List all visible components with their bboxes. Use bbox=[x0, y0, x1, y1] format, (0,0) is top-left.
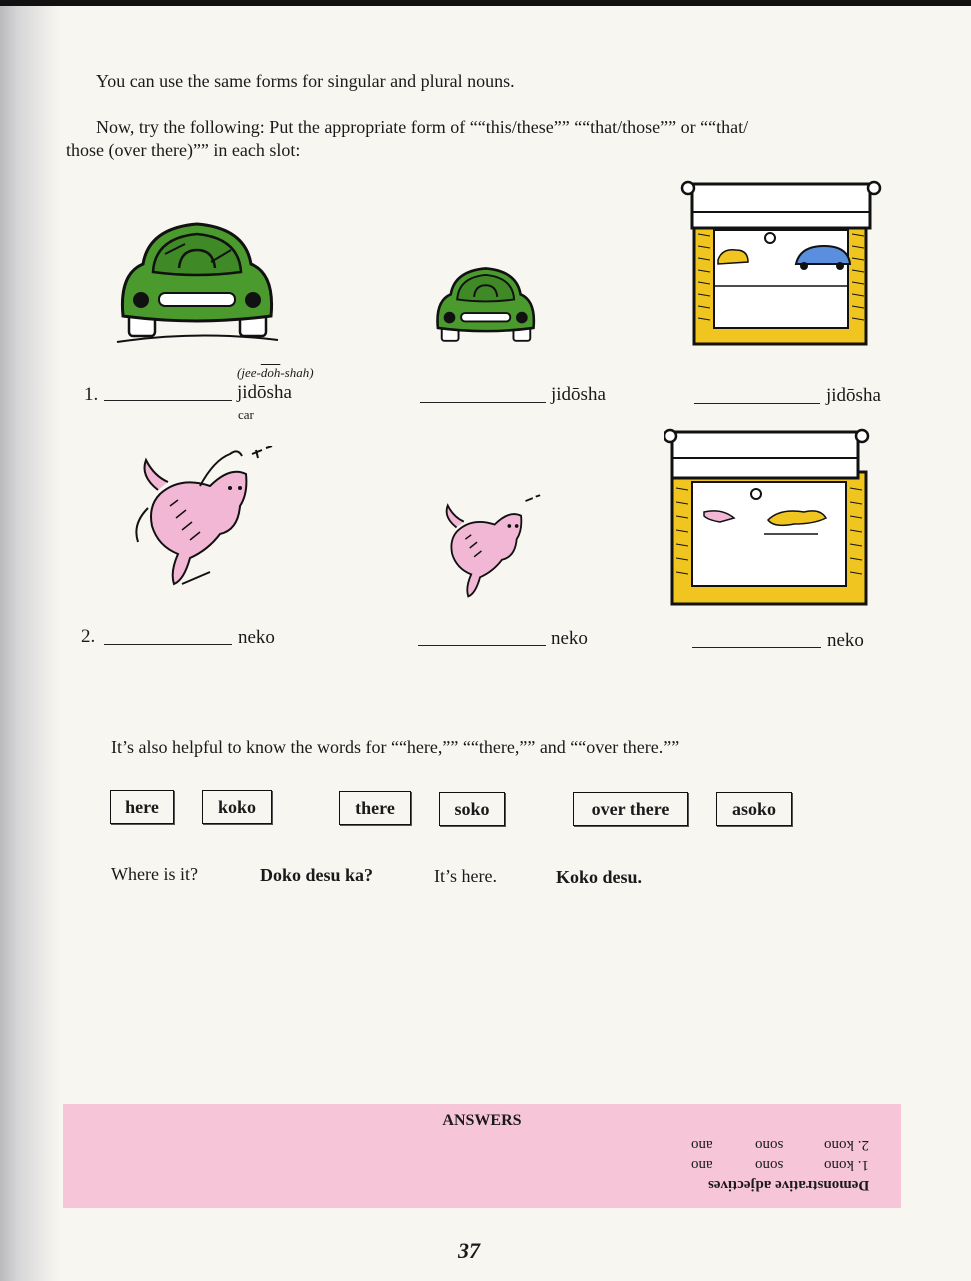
pronunciation-jidosha: $(jee-\overline{doh}-shah)$ bbox=[237, 365, 314, 380]
exercise-2-number: 2. bbox=[81, 626, 96, 647]
vocab-box-over-there: over there bbox=[573, 792, 688, 826]
exercise-1-blank-this[interactable] bbox=[104, 399, 232, 401]
answer-english: It’s here. bbox=[434, 866, 497, 886]
answers-title: ANSWERS bbox=[442, 1112, 522, 1129]
answers-row1-col3: ano bbox=[691, 1157, 713, 1173]
exercise-2-blank-this[interactable] bbox=[104, 643, 232, 645]
answers-row2-col2: sono bbox=[754, 1137, 783, 1153]
large-cat-illustration bbox=[130, 446, 280, 590]
answers-row1-col1: 1. kono bbox=[824, 1157, 869, 1173]
word-neko-2: neko bbox=[551, 628, 588, 649]
word-neko-3: neko bbox=[827, 630, 864, 651]
exercise-1-number: 1. bbox=[84, 384, 99, 405]
window-with-cars-illustration bbox=[678, 174, 886, 346]
book-spine-shadow bbox=[0, 0, 60, 1281]
exercise-1-blank-that[interactable] bbox=[420, 401, 546, 403]
answers-row2-col3: ano bbox=[691, 1137, 713, 1153]
answers-heading-inverted: Demonstrative adjectives bbox=[707, 1177, 869, 1193]
intro-line-2b: those (over there)”” in each slot: bbox=[66, 140, 301, 160]
here-there-intro: It’s also helpful to know the words for ““here,”” ““there,”” and ““over there.”” bbox=[111, 737, 680, 757]
intro-line-1: You can use the same forms for singular and plural nouns. bbox=[96, 71, 515, 91]
vocab-box-soko: soko bbox=[439, 792, 505, 826]
vocab-box-here: here bbox=[110, 790, 174, 824]
answers-box bbox=[63, 1104, 901, 1208]
answers-row1-col2: sono bbox=[754, 1157, 783, 1173]
question-japanese: Doko desu ka? bbox=[260, 865, 374, 885]
vocab-box-there: there bbox=[339, 791, 411, 825]
gloss-car: car bbox=[238, 407, 254, 422]
large-car-illustration bbox=[115, 214, 280, 344]
small-car-illustration bbox=[430, 262, 542, 346]
page-number: 37 bbox=[458, 1238, 480, 1263]
question-english: Where is it? bbox=[111, 864, 198, 884]
word-jidosha-3: jidōsha bbox=[826, 385, 881, 406]
exercise-1-blank-over-there[interactable] bbox=[694, 402, 820, 404]
vocab-box-koko: koko bbox=[202, 790, 272, 824]
exercise-2-blank-over-there[interactable] bbox=[692, 646, 821, 648]
page-top-edge bbox=[0, 0, 971, 6]
small-cat-illustration bbox=[436, 494, 546, 602]
word-jidosha-2: jidōsha bbox=[551, 384, 606, 405]
word-jidosha-1: jidōsha bbox=[237, 382, 292, 403]
vocab-box-asoko: asoko bbox=[716, 792, 792, 826]
intro-line-2a: Now, try the following: Put the appropriate form of ““this/these”” ““that/those”” or ““that/ bbox=[96, 117, 749, 137]
word-neko-1: neko bbox=[238, 627, 275, 648]
answers-row2-col1: 2. kono bbox=[824, 1137, 869, 1153]
answer-japanese: Koko desu. bbox=[556, 867, 643, 887]
exercise-2-blank-that[interactable] bbox=[418, 644, 546, 646]
window-with-cats-illustration bbox=[664, 424, 874, 606]
